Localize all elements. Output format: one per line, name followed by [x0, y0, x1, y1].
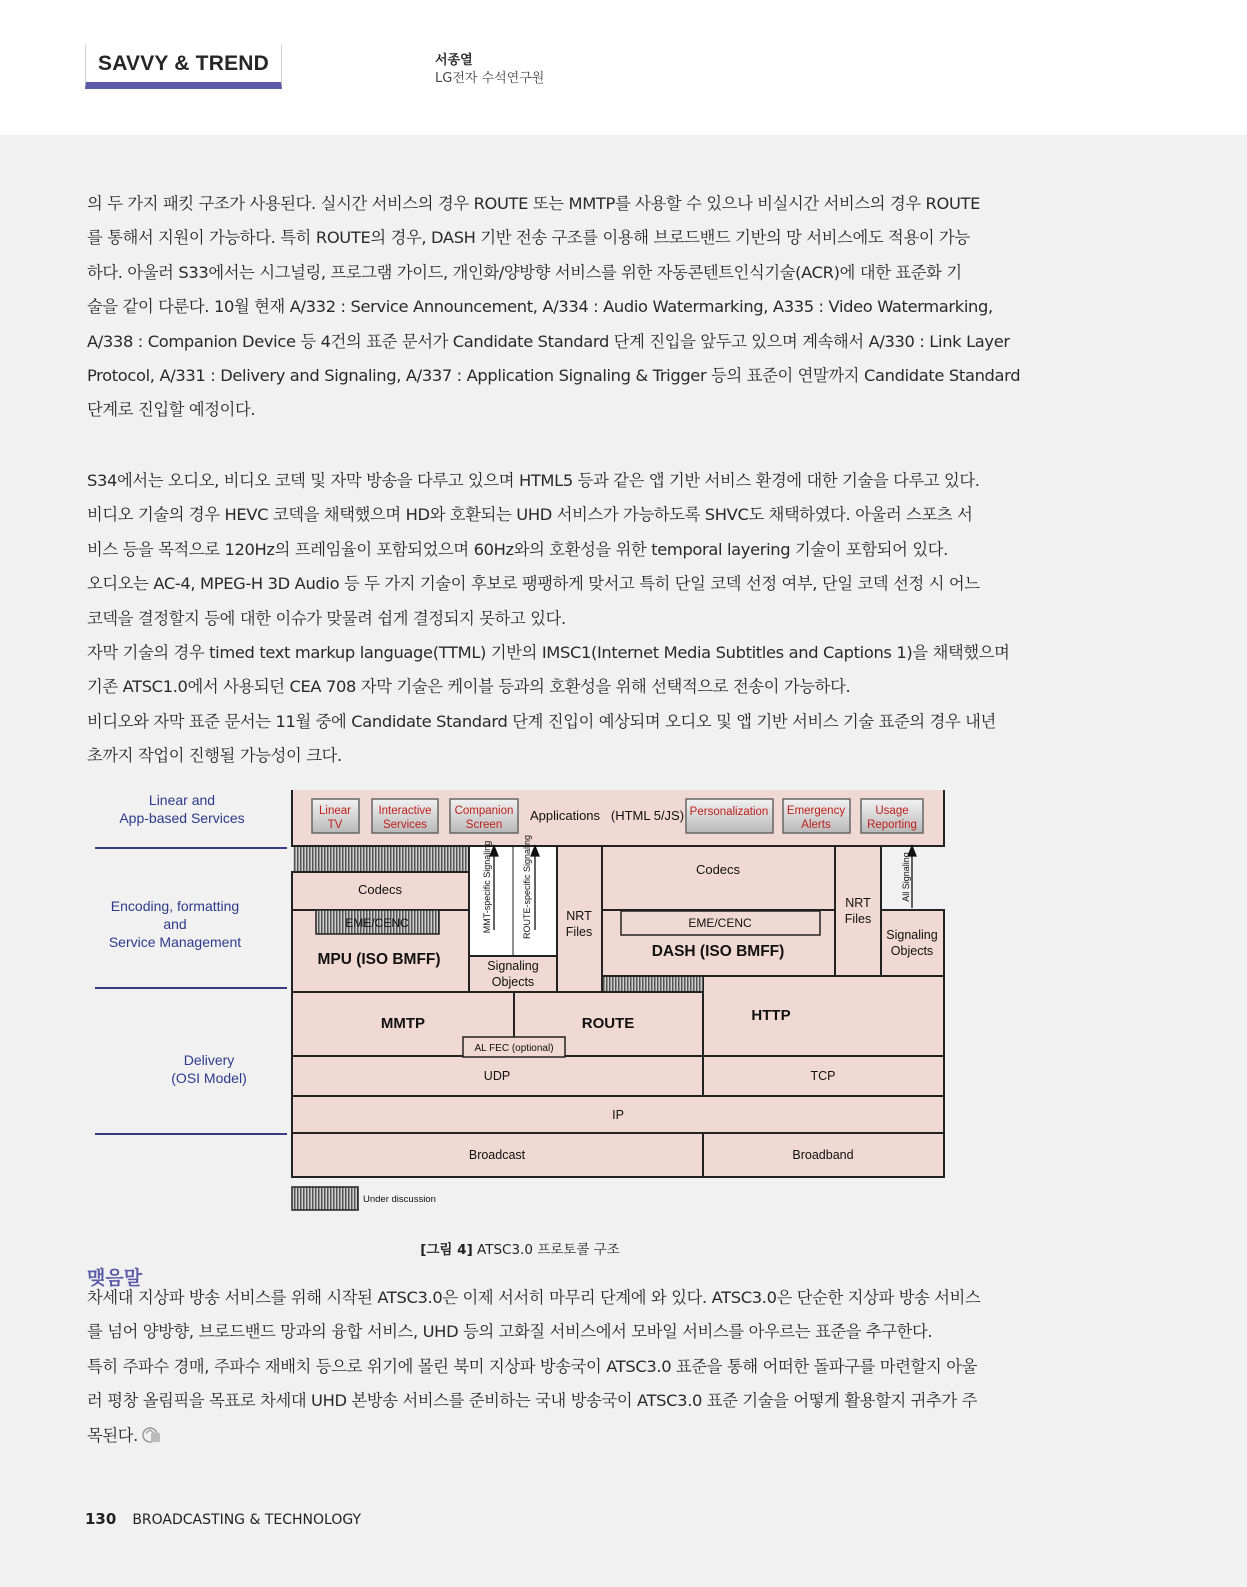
- route-signaling-label: ROUTE-specific Signaling: [522, 834, 532, 940]
- svg-text:MMTP: MMTP: [380, 1015, 426, 1032]
- svg-text:Objects: Objects: [491, 975, 535, 989]
- text-line: 하다. 아울러 S33에서는 시그널링, 프로그램 가이드, 개인화/양방향 서비스를 위한 자동콘텐트인식기술(ACR)에 대한 표준화 기: [87, 262, 962, 282]
- author-name: 서종열: [435, 53, 473, 68]
- text-line: 를 넘어 양방향, 브로드밴드 망과의 융합 서비스, UHD 등의 고화질 서비스에서 모바일 서비스를 아우르는 표준을 추구한다.: [87, 1322, 933, 1342]
- svg-text:Emergency: Emergency: [786, 805, 846, 817]
- svg-text:ROUTE: ROUTE: [581, 1015, 635, 1032]
- end-mark-icon: [142, 1427, 162, 1443]
- text-line: 술을 같이 다룬다. 10월 현재 A/332 : Service Announcement, A/334 : Audio Watermarking, A335 : Video Watermarking,: [87, 297, 993, 317]
- section-heading: 맺음말: [87, 1267, 143, 1289]
- text-line: A/338 : Companion Device 등 4건의 표준 문서가 Candidate Standard 단계 진입을 앞두고 있으며 계속해서 A/330 : Link Layer: [87, 331, 1010, 351]
- svg-text:AL FEC (optional): AL FEC (optional): [474, 1043, 554, 1054]
- svg-text:Screen: Screen: [465, 819, 503, 831]
- text-line: 러 평창 올림픽을 목표로 차세대 UHD 본방송 서비스를 준비하는 국내 방송국이 ATSC3.0 표준 기술을 어떻게 활용할지 귀추가 주: [87, 1391, 978, 1411]
- author-title: LG전자 수석연구원: [435, 71, 545, 86]
- body-paragraph-2: [87, 464, 1010, 774]
- legend-swatch: [292, 1187, 358, 1210]
- text-line: 차세대 지상파 방송 서비스를 위해 시작된 ATSC3.0은 이제 서서히 마무리 단계에 와 있다. ATSC3.0은 단순한 지상파 방송 서비스: [87, 1288, 981, 1307]
- svg-text:Interactive: Interactive: [378, 805, 432, 817]
- figure-title: ATSC3.0 프로토콜 구조: [472, 1242, 620, 1258]
- figure-caption: [0, 1238, 1040, 1258]
- text-line: 코덱을 결정할지 등에 대한 이슈가 맞물려 쉽게 결정되지 못하고 있다.: [87, 608, 566, 628]
- svg-text:TV: TV: [327, 819, 343, 831]
- svg-text:NRT: NRT: [845, 896, 871, 910]
- label-delivery: (OSI Model): [171, 1070, 247, 1086]
- text-line: Protocol, A/331 : Delivery and Signaling, A/337 : Application Signaling & Trigger 등의 표준이 연말까지 Candidate Standard: [87, 366, 1021, 386]
- http-box: [703, 976, 944, 1056]
- page-number: 130: [85, 1510, 117, 1528]
- svg-text:Codecs: Codecs: [357, 882, 403, 897]
- text-line: 비디오와 자막 표준 문서는 11월 중에 Candidate Standard 단계 진입이 예상되며 오디오 및 앱 기반 서비스 기술 표준의 경우 내년: [87, 711, 996, 731]
- legend-label: Under discussion: [363, 1194, 436, 1205]
- label-services: Linear and: [148, 792, 216, 808]
- svg-text:Linear: Linear: [319, 805, 351, 817]
- mmt-signaling-label: MMT-specific Signaling: [482, 840, 492, 934]
- applications-label: Applications (HTML 5/JS): [529, 808, 685, 823]
- figure-number: [그림 4]: [420, 1242, 473, 1258]
- svg-text:EME/CENC: EME/CENC: [345, 916, 409, 930]
- signaling-objects-right: [881, 910, 944, 976]
- svg-text:EME/CENC: EME/CENC: [688, 916, 752, 930]
- text-line: 의 두 가지 패킷 구조가 사용된다. 실시간 서비스의 경우 ROUTE 또는 MMTP를 사용할 수 있으나 비실시간 서비스의 경우 ROUTE: [87, 194, 981, 213]
- section-label: SAVVY & TREND: [85, 45, 282, 89]
- text-line: 자막 기술의 경우 timed text markup language(TTML) 기반의 IMSC1(Internet Media Subtitles and Captions 1)을 채택했으며: [87, 643, 1010, 663]
- label-encoding: Service Management: [108, 934, 242, 950]
- svg-text:Codecs: Codecs: [695, 862, 741, 877]
- atsc3-protocol-diagram: [87, 790, 960, 1230]
- body-paragraph-1: [87, 187, 1021, 428]
- svg-text:Objects: Objects: [890, 944, 934, 958]
- svg-text:Broadband: Broadband: [792, 1148, 854, 1162]
- svg-text:Reporting: Reporting: [867, 819, 917, 831]
- nrt-files-right: [835, 846, 881, 976]
- publication-name: BROADCASTING & TECHNOLOGY: [132, 1512, 362, 1528]
- codecs-right: [602, 846, 835, 910]
- all-signaling-label: All Signaling: [901, 852, 911, 902]
- svg-text:NRT: NRT: [566, 909, 592, 923]
- text-line: 를 통해서 지원이 가능하다. 특히 ROUTE의 경우, DASH 기반 전송 구조를 이용해 브로드밴드 기반의 망 서비스에도 적용이 가능: [87, 228, 970, 248]
- svg-text:MPU (ISO BMFF): MPU (ISO BMFF): [317, 951, 441, 968]
- text-line: 특히 주파수 경매, 주파수 재배치 등으로 위기에 몰린 북미 지상파 방송국이 ATSC3.0 표준을 통해 어떠한 돌파구를 마련할지 아울: [87, 1356, 977, 1376]
- text-line: 기존 ATSC1.0에서 사용되던 CEA 708 자막 기술은 케이블 등과의 호환성을 위해 선택적으로 전송이 가능하다.: [87, 677, 851, 697]
- svg-text:IP: IP: [612, 1108, 624, 1122]
- svg-text:Personalization: Personalization: [689, 806, 769, 818]
- svg-text:Broadcast: Broadcast: [468, 1148, 526, 1162]
- text-line: 초까지 작업이 진행될 가능성이 크다.: [87, 746, 342, 766]
- label-encoding: and: [163, 916, 187, 932]
- svg-text:Usage: Usage: [875, 805, 909, 817]
- text-line: 단계로 진입할 예정이다.: [87, 400, 256, 420]
- svg-text:DASH (ISO BMFF): DASH (ISO BMFF): [651, 943, 785, 960]
- author-block: [435, 52, 544, 88]
- label-encoding: Encoding, formatting: [110, 898, 240, 914]
- hatch-area: [293, 847, 468, 871]
- svg-text:Services: Services: [382, 819, 428, 831]
- svg-text:Signaling: Signaling: [487, 959, 539, 973]
- svg-text:Companion: Companion: [454, 805, 514, 817]
- text-line-end: 목된다.: [87, 1425, 138, 1445]
- svg-text:Files: Files: [565, 925, 593, 939]
- text-line: 비디오 기술의 경우 HEVC 코덱을 채택했으며 HD와 호환되는 UHD 서비스가 가능하도록 SHVC도 채택하였다. 아울러 스포츠 서: [87, 505, 973, 525]
- svg-text:TCP: TCP: [810, 1069, 836, 1083]
- svg-text:Alerts: Alerts: [801, 819, 831, 831]
- page-footer: [85, 1510, 361, 1528]
- text-line: [87, 1419, 960, 1453]
- label-services: App-based Services: [119, 810, 245, 826]
- svg-text:Files: Files: [844, 912, 872, 926]
- text-line: S34에서는 오디오, 비디오 코덱 및 자막 방송을 다루고 있으며 HTML5 등과 같은 앱 기반 서비스 환경에 대한 기술을 다루고 있다.: [87, 471, 980, 490]
- svg-text:HTTP: HTTP: [751, 1007, 791, 1024]
- closing-paragraph: [87, 1281, 981, 1453]
- hatch-area: [603, 977, 703, 991]
- svg-text:UDP: UDP: [483, 1069, 511, 1083]
- svg-text:Signaling: Signaling: [886, 928, 938, 942]
- label-delivery: Delivery: [183, 1052, 235, 1068]
- text-line: 오디오는 AC-4, MPEG-H 3D Audio 등 두 가지 기술이 후보로 팽팽하게 맞서고 특히 단일 코덱 선정 여부, 단일 코덱 선정 시 어느: [87, 574, 980, 594]
- text-line: 비스 등을 목적으로 120Hz의 프레임율이 포함되었으며 60Hz와의 호환성을 위한 temporal layering 기술이 포함되어 있다.: [87, 539, 948, 559]
